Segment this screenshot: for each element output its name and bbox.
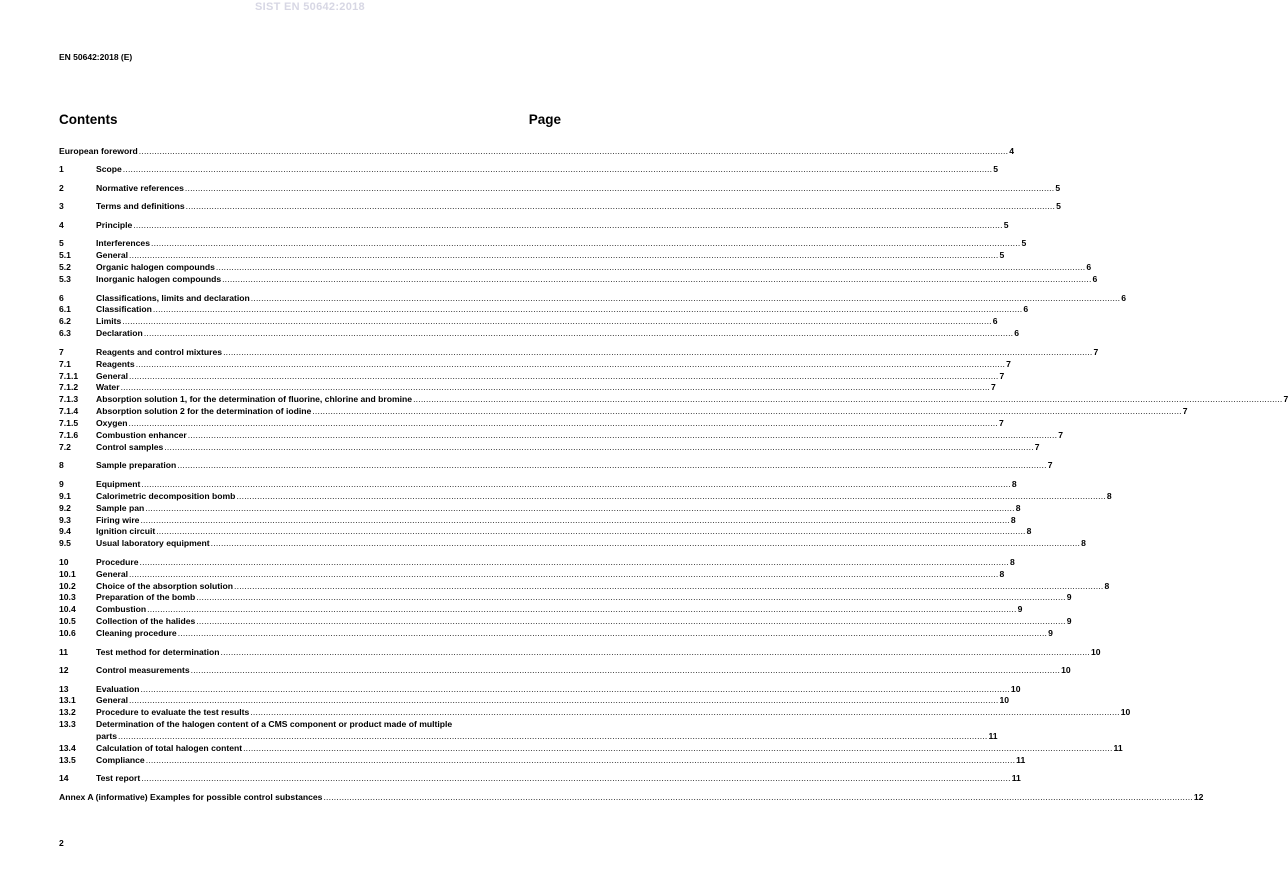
toc-entry-page: 10 (1120, 707, 1131, 718)
toc-entry-page: 8 (1026, 526, 1032, 537)
toc-leader-dots (133, 220, 1002, 232)
toc-entry-number: 3 (59, 201, 64, 212)
toc-leader-dots (140, 684, 1009, 696)
toc-leader-dots (129, 695, 998, 707)
toc-entry-number: 13.2 (59, 707, 76, 718)
toc-entry-title: Reagents (96, 358, 135, 369)
toc-entry-title: Ignition circuit (96, 526, 156, 537)
toc-entry[interactable] (59, 773, 1021, 785)
toc-entry[interactable] (59, 460, 1053, 472)
toc-entry-title: Choice of the absorption solution (96, 580, 234, 591)
document-id: EN 50642:2018 (E) (59, 52, 133, 62)
toc-entry-title: Organic halogen compounds (96, 262, 215, 273)
toc-leader-dots (323, 792, 1192, 804)
toc-leader-dots (177, 460, 1046, 472)
toc-entry-page: 6 (1121, 292, 1127, 303)
toc-entry-page: 7 (998, 418, 1004, 429)
toc-entry-page: 11 (1113, 743, 1123, 754)
toc-leader-dots (129, 250, 998, 262)
toc-entry[interactable] (59, 250, 1005, 262)
toc-entry-page: 7 (1006, 358, 1011, 369)
toc-entry-number: 10.5 (59, 616, 76, 627)
toc-entry-title: General (96, 568, 129, 579)
toc-entry-title: Firing wire (96, 514, 140, 525)
toc-entry-number: 14 (59, 773, 69, 784)
toc-entry-page: 10 (1010, 683, 1021, 694)
toc-entry[interactable] (59, 316, 998, 328)
toc-entry-page: 5 (1056, 201, 1061, 212)
toc-entry-page: 5 (1055, 182, 1061, 193)
toc-entry-title: Combustion (96, 604, 147, 615)
toc-entry-page: 8 (1081, 538, 1086, 549)
toc-entry-page: 12 (1193, 791, 1204, 802)
toc-leader-dots (141, 773, 1010, 785)
toc-entry-page: 6 (1023, 304, 1029, 315)
toc-leader-dots (147, 604, 1016, 616)
toc-entry-title: General (96, 250, 129, 261)
toc-entry[interactable] (59, 274, 1098, 286)
toc-leader-dots (136, 359, 1005, 371)
toc-entry-title: Annex A (informative) Examples for possible control substances (59, 791, 323, 802)
toc-entry-title: Scope (96, 164, 122, 175)
toc-entry[interactable] (59, 146, 1015, 158)
toc-entry-title: Cleaning procedure (96, 628, 177, 639)
toc-entry-number: 10.2 (59, 580, 76, 591)
toc-entry[interactable] (59, 219, 1009, 232)
toc-leader-dots (141, 479, 1010, 491)
toc-leader-dots (216, 262, 1085, 274)
toc-entry-title: Procedure (96, 556, 139, 567)
toc-entry[interactable] (59, 514, 1016, 527)
toc-entry[interactable] (59, 441, 1040, 454)
watermark: SIST EN 50642:2018 (255, 1, 365, 13)
toc-entry[interactable] (59, 754, 1026, 767)
toc-leader-dots (196, 616, 1065, 628)
table-of-contents (59, 146, 1288, 804)
toc-entry-title: parts (96, 731, 118, 742)
toc-entry-number: 7.1.2 (59, 382, 79, 393)
toc-entry[interactable] (59, 418, 1004, 430)
toc-entry-number: 7.1.5 (59, 418, 79, 429)
toc-leader-dots (236, 491, 1105, 503)
toc-entry[interactable] (59, 592, 1072, 604)
toc-entry-number: 4 (59, 219, 64, 230)
toc-entry-title: General (96, 695, 129, 706)
toc-leader-dots (188, 430, 1057, 442)
toc-entry[interactable] (59, 526, 1032, 538)
toc-entry-title: Classifications, limits and declaration (96, 292, 250, 303)
toc-leader-dots (186, 201, 1055, 213)
toc-leader-dots (129, 569, 998, 581)
toc-entry-page: 10 (1090, 646, 1101, 657)
toc-entry-number: 7.1.3 (59, 394, 79, 405)
toc-entry-page: 6 (1092, 274, 1098, 285)
toc-entry[interactable] (59, 683, 1021, 696)
toc-entry-number: 7.1 (59, 358, 71, 369)
toc-entry-title: Absorption solution 2 for the determination of iodine (96, 406, 312, 417)
toc-entry-page: 8 (999, 568, 1005, 579)
toc-entry-title: Equipment (96, 478, 141, 489)
toc-leader-dots (250, 707, 1119, 719)
toc-entry-page: 5 (1021, 238, 1027, 249)
toc-entry-title: Declaration (96, 328, 143, 339)
toc-entry-title: Limits (96, 316, 122, 327)
toc-entry[interactable] (59, 394, 1288, 406)
toc-leader-dots (151, 238, 1020, 250)
toc-entry-number: 9.5 (59, 538, 71, 549)
toc-entry-number: 1 (59, 164, 64, 175)
toc-entry-number: 5 (59, 238, 64, 249)
toc-entry-number: 10 (59, 556, 69, 567)
toc-entry-title: Control samples (96, 441, 164, 452)
toc-entry-number: 7.2 (59, 441, 71, 452)
toc-leader-dots (223, 347, 1092, 359)
toc-leader-dots (178, 628, 1047, 640)
toc-entry[interactable] (59, 429, 1063, 442)
toc-leader-dots (211, 538, 1080, 550)
toc-entry-title: Inorganic halogen compounds (96, 274, 222, 285)
toc-entry-title: Principle (96, 219, 133, 230)
toc-entry-title: Absorption solution 1, for the determination of fluorine, chlorine and bromine (96, 394, 413, 405)
toc-entry[interactable] (59, 478, 1017, 491)
toc-entry-number: 9.1 (59, 490, 71, 501)
toc-entry-title: Normative references (96, 182, 184, 193)
toc-entry-number: 7.1.6 (59, 429, 79, 440)
toc-entry-number: 7.1.4 (59, 406, 79, 417)
contents-heading: Contents (59, 112, 118, 127)
toc-entry-page: 7 (1283, 394, 1288, 405)
toc-entry-title: Collection of the halides (96, 616, 196, 627)
toc-entry[interactable] (59, 382, 996, 394)
toc-entry-page: 7 (1034, 441, 1040, 452)
toc-entry-title: Sample pan (96, 502, 145, 513)
toc-entry[interactable] (59, 695, 1010, 707)
toc-entry-page: 8 (1011, 478, 1017, 489)
toc-entry-number: 9.4 (59, 526, 71, 537)
toc-entry-title: Calculation of total halogen content (96, 743, 243, 754)
toc-entry-page: 7 (1058, 429, 1063, 440)
toc-entry-page: 9 (1017, 604, 1023, 615)
toc-leader-dots (185, 183, 1054, 195)
toc-entry[interactable] (59, 665, 1071, 677)
toc-entry-number: 9 (59, 478, 64, 489)
toc-leader-dots (153, 304, 1022, 316)
toc-entry-number: 10.4 (59, 604, 76, 615)
toc-entry-title: Control measurements (96, 665, 190, 676)
toc-entry-title: Test method for determination (96, 646, 220, 657)
toc-entry-page: 8 (1106, 490, 1112, 501)
toc-entry-page: 10 (1061, 665, 1071, 676)
page-column-label: Page (528, 112, 561, 127)
toc-entry[interactable] (59, 328, 1020, 340)
toc-entry[interactable] (59, 358, 1011, 371)
toc-leader-dots (234, 581, 1103, 593)
toc-entry[interactable] (59, 556, 1015, 569)
toc-entry-title: Test report (96, 773, 141, 784)
toc-entry-number: 9.3 (59, 514, 71, 525)
toc-entry[interactable] (59, 304, 1029, 316)
toc-leader-dots (140, 515, 1009, 527)
toc-leader-dots (164, 442, 1033, 454)
toc-entry-page: 11 (1016, 754, 1026, 765)
toc-leader-dots (146, 755, 1015, 767)
toc-leader-dots (243, 743, 1112, 755)
toc-entry[interactable] (59, 346, 1099, 359)
toc-entry-page: 7 (1182, 406, 1188, 417)
toc-entry-page: 7 (999, 370, 1005, 381)
toc-leader-dots (251, 293, 1120, 305)
toc-entry-page: 7 (1093, 346, 1099, 357)
toc-entry-page: 10 (999, 695, 1010, 706)
toc-entry-title: Reagents and control mixtures (96, 346, 223, 357)
toc-entry-title: Oxygen (96, 418, 128, 429)
toc-entry-number: 7 (59, 346, 64, 357)
toc-entry-page: 8 (1015, 502, 1021, 513)
toc-leader-dots (139, 146, 1008, 158)
toc-leader-dots (221, 647, 1090, 659)
toc-entry-number: 6 (59, 292, 64, 303)
toc-leader-dots (123, 164, 992, 176)
toc-leader-dots (122, 316, 991, 328)
toc-leader-dots (118, 731, 987, 743)
toc-entry-multiline[interactable] (59, 719, 561, 731)
toc-entry-title: Water (96, 382, 120, 393)
toc-entry-page: 9 (1066, 592, 1072, 603)
toc-entry[interactable] (59, 490, 1112, 503)
toc-entry-page: 11 (1011, 773, 1021, 784)
toc-leader-dots (140, 557, 1009, 569)
toc-entry[interactable] (59, 646, 1101, 659)
toc-entry-number: 5.1 (59, 250, 71, 261)
toc-leader-dots (144, 328, 1013, 340)
toc-entry-page: 9 (1048, 628, 1053, 639)
toc-entry-number: 6.3 (59, 328, 71, 339)
toc-entry-title: Evaluation (96, 683, 140, 694)
toc-entry-number: 10.1 (59, 568, 76, 579)
toc-entry-page: 7 (991, 382, 996, 393)
toc-entry[interactable] (59, 791, 1204, 804)
toc-entry-page: 8 (1010, 514, 1016, 525)
toc-leader-dots (121, 382, 990, 394)
toc-entry[interactable] (59, 707, 1131, 719)
toc-entry-page: 5 (1003, 219, 1009, 230)
toc-entry-title: Usual laboratory equipment (96, 538, 210, 549)
toc-entry-number: 13.1 (59, 695, 76, 706)
toc-leader-dots (413, 394, 1282, 406)
toc-entry-page: 8 (1104, 580, 1110, 591)
toc-entry[interactable] (59, 616, 1072, 628)
toc-leader-dots (191, 665, 1060, 677)
toc-leader-dots (129, 371, 998, 383)
toc-entry-number: 13 (59, 683, 69, 694)
toc-entry-number: 10.3 (59, 592, 76, 603)
toc-entry[interactable] (59, 743, 1123, 755)
toc-entry-title: Procedure to evaluate the test results (96, 707, 250, 718)
toc-entry-number: 5.2 (59, 262, 71, 273)
toc-entry[interactable] (59, 580, 1110, 593)
toc-entry-number: 13.3 (59, 719, 76, 730)
toc-entry-page: 7 (1047, 460, 1053, 471)
toc-entry-title: Compliance (96, 754, 145, 765)
toc-entry[interactable] (59, 201, 1061, 213)
toc-entry-number: 9.2 (59, 502, 71, 513)
toc-entry-number: 13.4 (59, 743, 76, 754)
toc-entry[interactable] (59, 164, 999, 176)
toc-entry[interactable] (59, 292, 1127, 305)
toc-entry[interactable] (59, 628, 1053, 640)
toc-entry-title: Preparation of the bomb (96, 592, 196, 603)
toc-entry-page: 6 (1014, 328, 1020, 339)
toc-entry-page: 8 (1009, 556, 1015, 567)
toc-entry-title: Combustion enhancer (96, 429, 187, 440)
toc-entry[interactable] (59, 538, 1086, 550)
toc-entry-number: 7.1.1 (59, 370, 79, 381)
toc-entry-page: 9 (1066, 616, 1072, 627)
toc-entry-title: Terms and definitions (96, 201, 185, 212)
toc-entry-title: Calorimetric decomposition bomb (96, 490, 236, 501)
toc-leader-dots (129, 418, 998, 430)
toc-entry-title: Classification (96, 304, 152, 315)
toc-entry-number: 6.2 (59, 316, 71, 327)
toc-entry-title: Interferences (96, 238, 150, 249)
toc-entry-title: Sample preparation (96, 460, 177, 471)
toc-leader-dots (145, 503, 1014, 515)
toc-entry[interactable] (59, 182, 1061, 195)
toc-entry-page: 6 (1086, 262, 1092, 273)
toc-entry-number: 12 (59, 665, 69, 676)
toc-entry-title: European foreword (59, 146, 138, 156)
toc-entry[interactable] (59, 604, 1023, 616)
toc-entry-number: 6.1 (59, 304, 71, 315)
toc-entry[interactable] (59, 370, 1005, 383)
toc-entry-number: 13.5 (59, 754, 76, 765)
toc-entry[interactable] (59, 262, 1092, 274)
toc-entry[interactable] (59, 406, 1188, 418)
toc-entry-number: 11 (59, 646, 69, 657)
toc-leader-dots (156, 526, 1025, 538)
toc-leader-dots (196, 592, 1065, 604)
toc-entry-title: Determination of the halogen content of a CMS component or product made of multiple (96, 719, 453, 730)
toc-entry[interactable] (59, 502, 1021, 515)
page-number: 2 (59, 838, 64, 848)
toc-entry-title: General (96, 370, 129, 381)
toc-entry-page: 11 (988, 731, 998, 742)
toc-entry-number: 8 (59, 460, 64, 471)
toc-entry-page: 6 (992, 316, 998, 327)
toc-entry-page: 5 (999, 250, 1005, 261)
toc-entry[interactable] (59, 238, 1027, 250)
toc-entry-number: 10.6 (59, 628, 76, 639)
toc-entry-number: 2 (59, 182, 64, 193)
toc-entry[interactable] (59, 568, 1005, 581)
toc-entry-multiline-continuation[interactable] (59, 731, 998, 743)
toc-entry-page: 4 (1009, 146, 1015, 156)
toc-entry-page: 5 (993, 164, 999, 175)
toc-entry-number: 5.3 (59, 274, 71, 285)
toc-leader-dots (222, 274, 1091, 286)
toc-leader-dots (312, 406, 1181, 418)
